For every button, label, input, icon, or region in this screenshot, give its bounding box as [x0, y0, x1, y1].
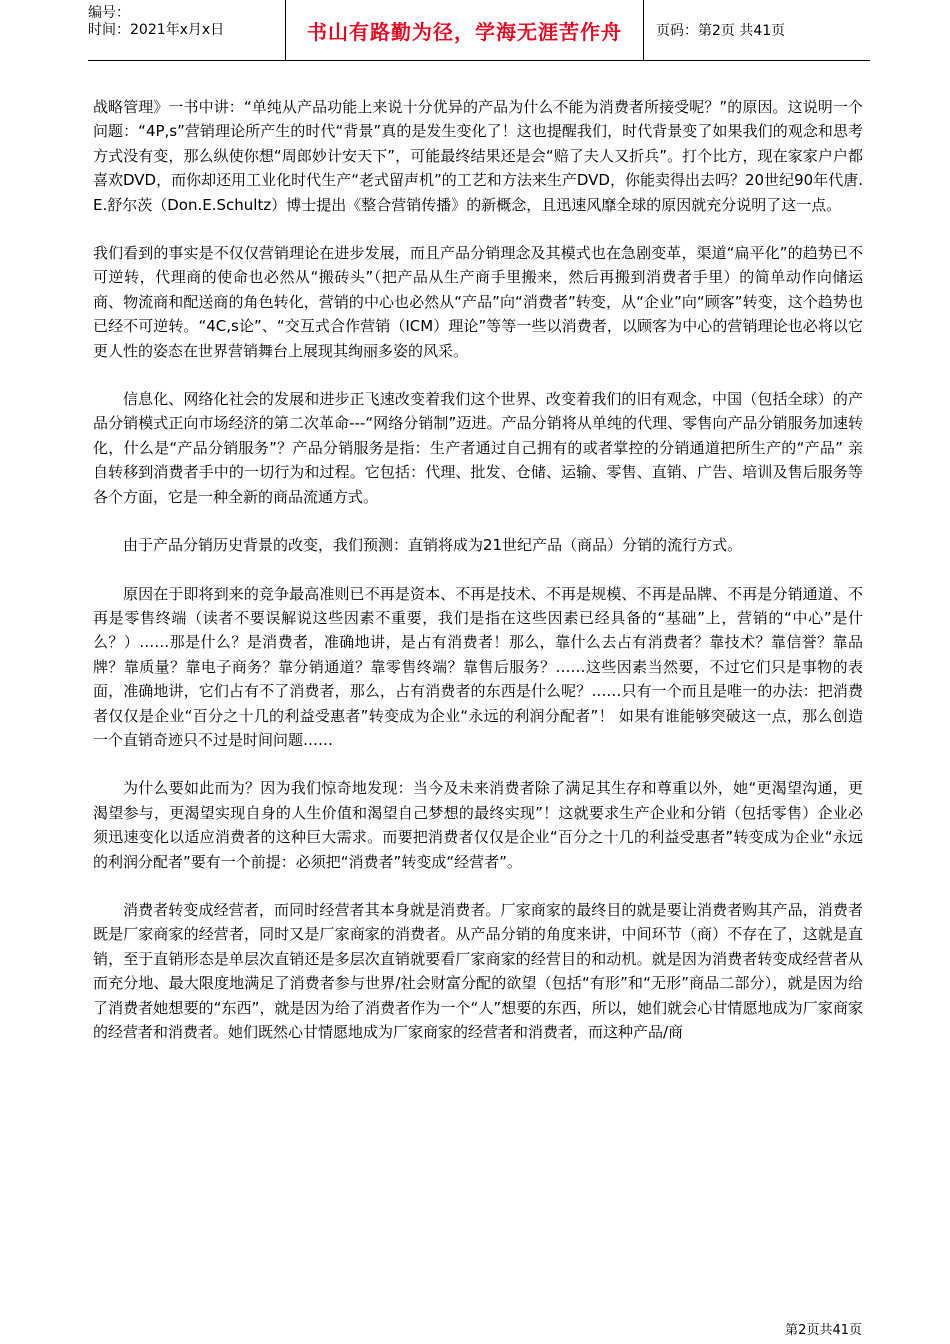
header-motto-cell — [286, 0, 644, 60]
header-meta — [88, 0, 286, 60]
header-page-info: 页码：第2页 共41页 — [656, 23, 786, 39]
paragraph-5: 原因在于即将到来的竞争最高准则已不再是资本、不再是技术、不再是规模、不再是品牌、不再是分销通道、不再是零售终端（读者不要误解说这些因素不重要，我们是指在这些因素已经具备的“基础”上，营销的“中心”是什么？）……那是什么？是消费者，准确地讲，是占有消费者！那么，靠什么去占有消费者？靠技术？靠信誉？靠品牌？靠质量？靠电子商务？靠分销通道？靠零售终端？靠售后服务？……这些因素当然要，不过它们只是事物的表面，准确地讲，它们占有不了消费者，那么，占有消费者的东西是什么呢？……只有一个而且是唯一的办法：把消费者仅仅是企业“百分之十几的利益受惠者”转变成为企业“永远的利润分配者”！ 如果有谁能够突破这一点，那么创造一个直销奇迹只不过是时间问题…… — [93, 584, 863, 749]
header-divider — [88, 60, 870, 61]
header-motto: 书山有路勤为径，学海无涯苦作舟 — [307, 19, 622, 44]
time-label: 时间：2021年x月x日 — [88, 22, 225, 38]
paragraph-6: 为什么要如此而为？因为我们惊奇地发现：当今及未来消费者除了满足其生存和尊重以外，她“更渴望沟通，更渴望参与，更渴望实现自身的人生价值和渴望自己梦想的最终实现”！这就要求生产企业和分销（包括零售）企业必须迅速变化以适应消费者的这种巨大需求。而要把消费者仅仅是企业“百分之十几的利益受惠者”转变成为企业“永远的利润分配者”要有一个前提：必须把“消费者”转变成“经营者”。 — [93, 779, 863, 871]
paragraph-7: 消费者转变成经营者，而同时经营者其本身就是消费者。厂家商家的最终目的就是要让消费者购其产品，消费者既是厂家商家的经营者，同时又是厂家商家的消费者。从产品分销的角度来讲，中间环节（商）不存在了，这就是直销，至于直销形态是单层次直销还是多层次直销就要看厂家商家的经营目的和动机。就是因为消费者转变成经营者从而充分地、最大限度地满足了消费者参与世界/社会财富分配的欲望（包括“有形”和“无形”商品二部分），就是因为给了消费者她想要的“东西”，就是因为给了消费者作为一个“人”想要的东西，所以，她们就会心甘情愿地成为厂家商家的经营者和消费者。她们既然心甘情愿地成为厂家商家的经营者和消费者，而这种产品/商 — [93, 900, 863, 1041]
number-label: 编号： — [88, 5, 130, 21]
document-body — [93, 95, 863, 1044]
page-header — [88, 0, 870, 60]
paragraph-1: 战略管理》一书中讲：“单纯从产品功能上来说十分优异的产品为什么不能为消费者所接受呢？”的原因。这说明一个问题：“4P,s”营销理论所产生的时代“背景”真的是发生变化了！这也提醒我们，时代背景变了如果我们的观念和思考方式没有变，那么纵使你想“周郎妙计安天下”，可能最终结果还是会“赔了夫人又折兵”。打个比方，现在家家户户都喜欢DVD，而你却还用工业化时代生产“老式留声机”的工艺和方法来生产DVD，你能卖得出去吗？20世纪90年代唐.E.舒尔茨（Don.E.Schultz）博士提出《整合营销传播》的新概念，且迅速风靡全球的原因就充分说明了这一点。 — [93, 98, 863, 214]
paragraph-3: 信息化、网络化社会的发展和进步正飞速改变着我们这个世界、改变着我们的旧有观念，中国（包括全球）的产品分销模式正向市场经济的第二次革命---“网络分销制”迈进。产品分销将从单纯的代理、零售向产品分销服务加速转化，什么是“产品分销服务”？产品分销服务是指：生产者通过自己拥有的或者掌控的分销通道把所生产的“产品” 亲自转移到消费者手中的一切行为和过程。它包括：代理、批发、仓储、运输、零售、直销、广告、培训及售后服务等各个方面，它是一种全新的商品流通方式。 — [93, 390, 863, 506]
page-footer: 第2页共41页 — [785, 1323, 862, 1338]
paragraph-4: 由于产品分销历史背景的改变，我们预测：直销将成为21世纪产品（商品）分销的流行方式。 — [123, 536, 743, 555]
paragraph-2: 我们看到的事实是不仅仅营销理论在进步发展，而且产品分销理念及其模式也在急剧变革，渠道“扁平化”的趋势已不可逆转，代理商的使命也必然从“搬砖头”（把产品从生产商手里搬来，然后再搬到消费者手里）的简单动作向储运商、物流商和配送商的角色转化，营销的中心也必然从“产品”向“消费者”转变，从“企业”向“顾客”转变，这个趋势也已经不可逆转。“4C,s论”、“交互式合作营销（ICM）理论”等等一些以消费者，以顾客为中心的营销理论也必将以它更人性的姿态在世界营销舞台上展现其绚丽多姿的风采。 — [93, 244, 863, 360]
